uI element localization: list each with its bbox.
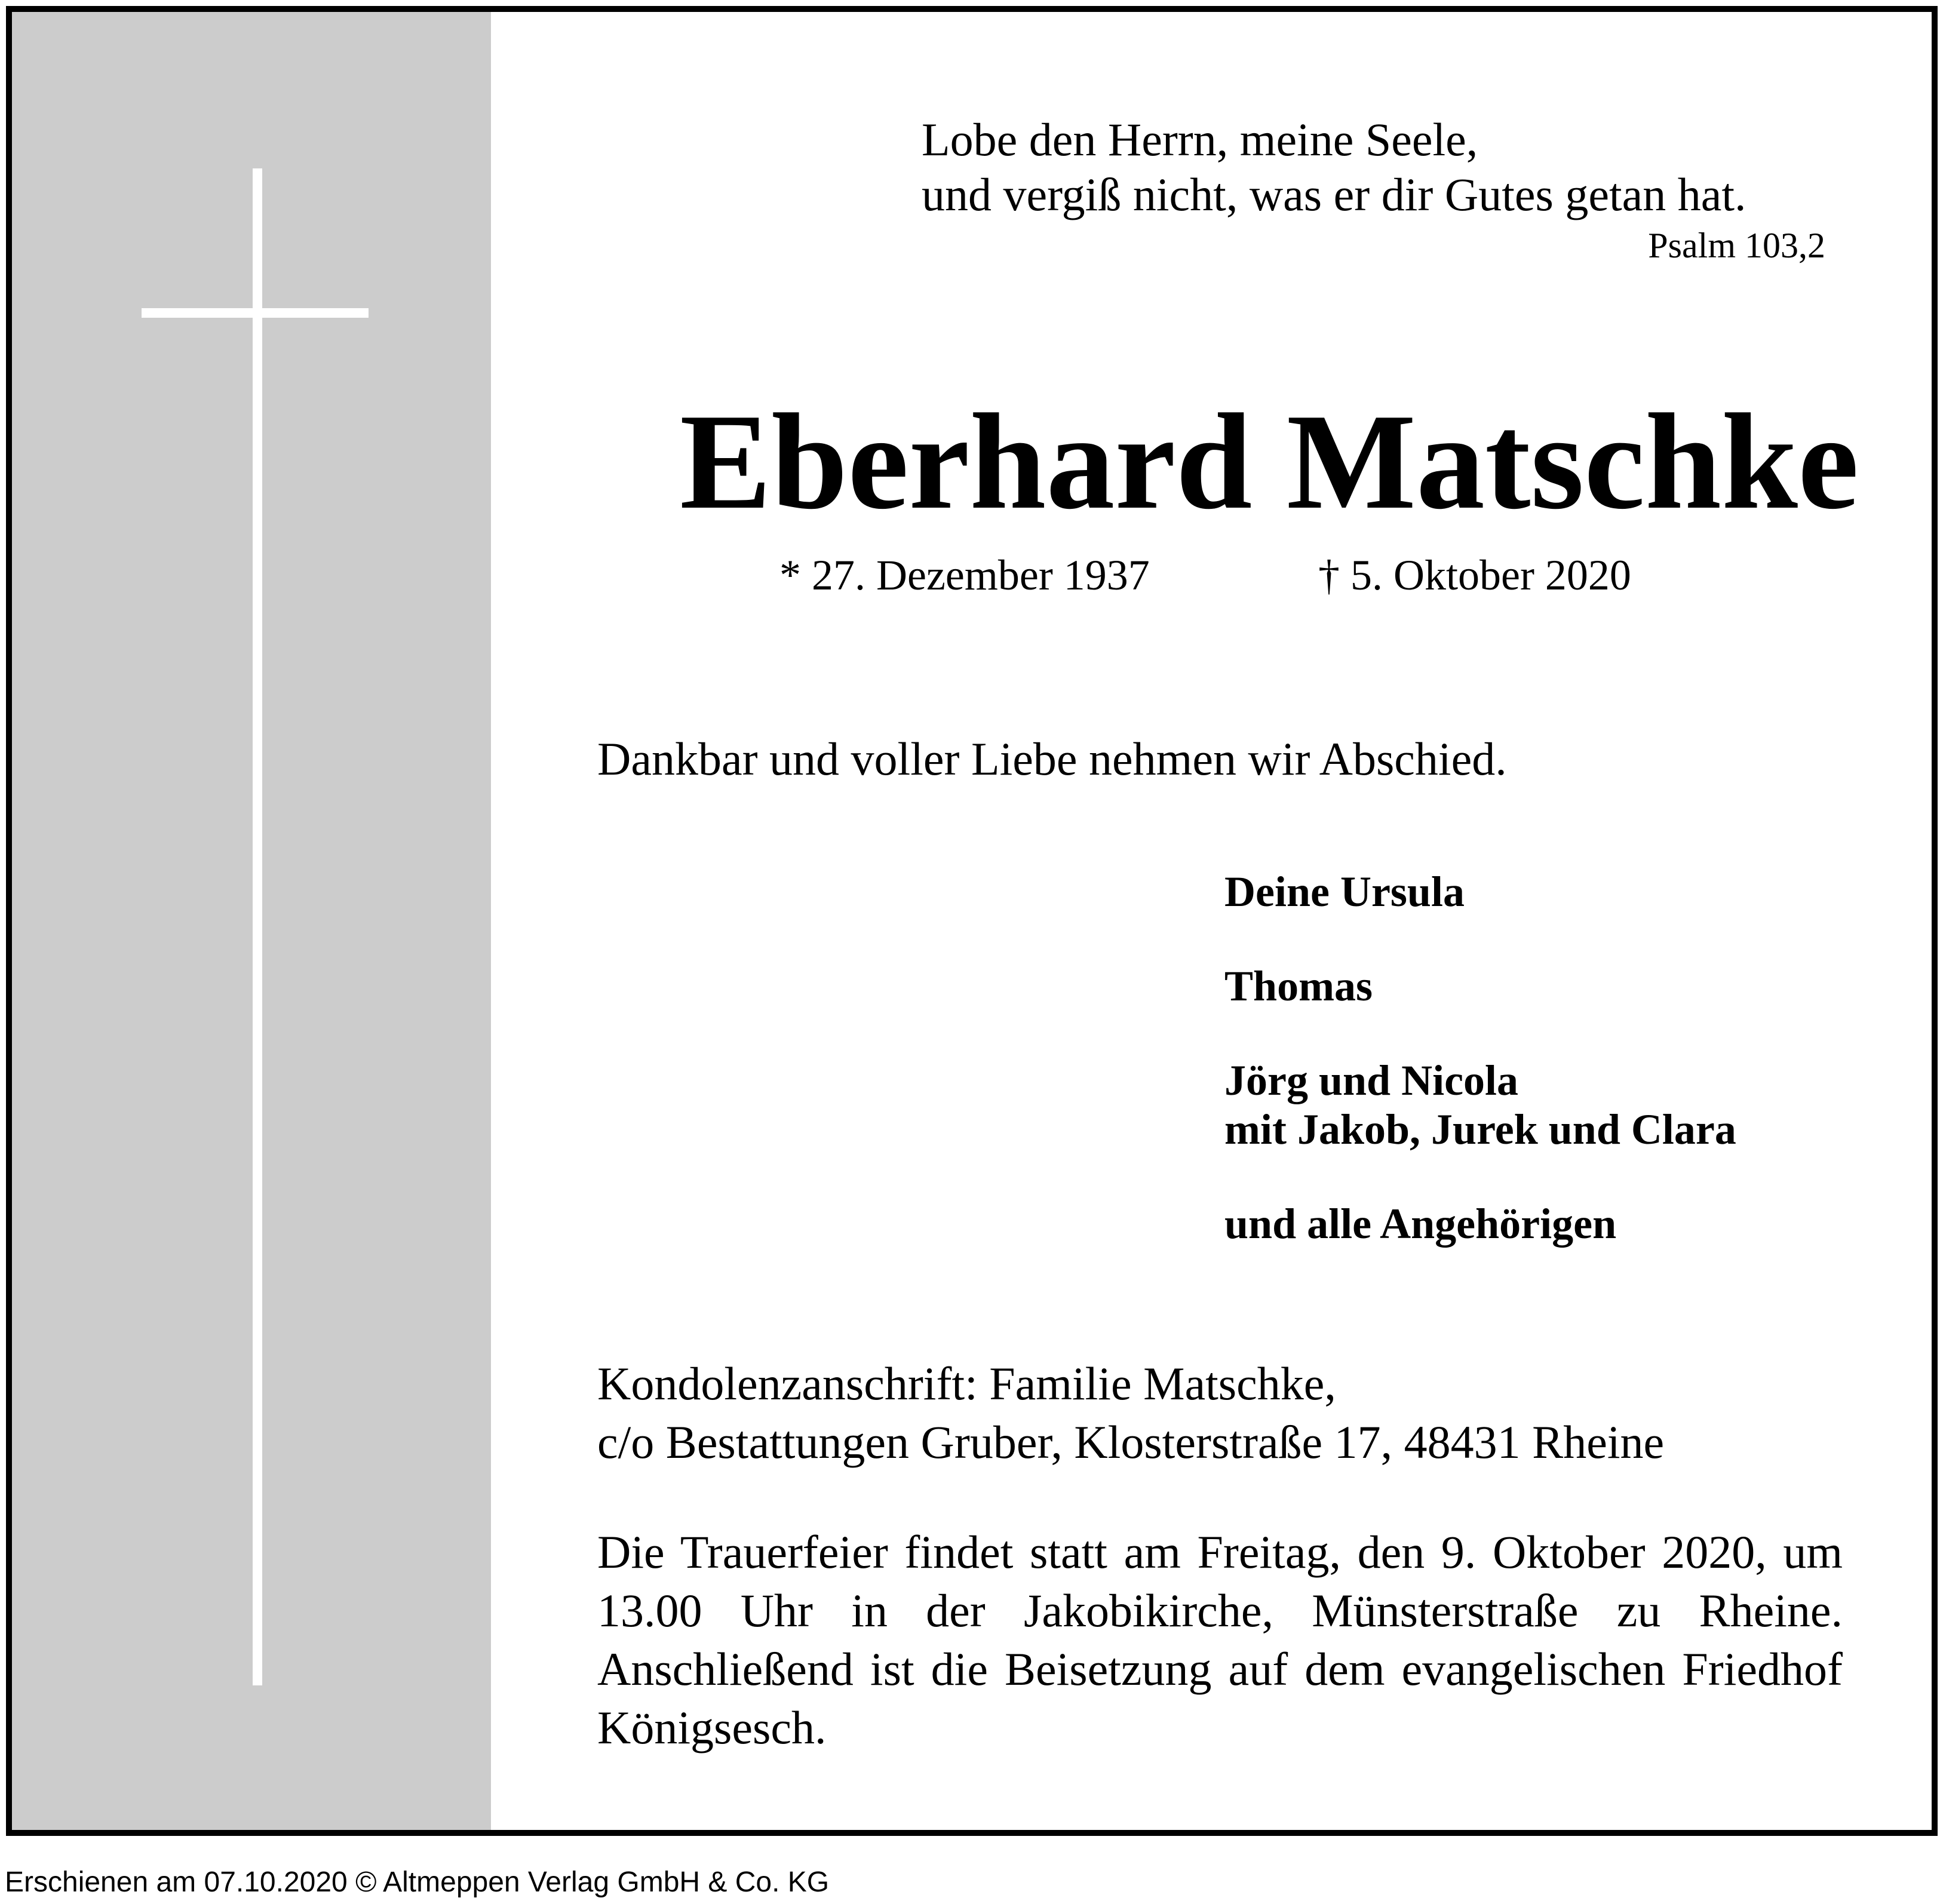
family-line-5: und alle Angehörigen: [1224, 1200, 1617, 1248]
bible-verse: [922, 112, 1746, 222]
birth-date: * 27. Dezember 1937: [779, 551, 1150, 599]
ceremony-info: Die Trauerfeier findet statt am Freitag, den 9. Oktober 2020, um 13.00 Uhr in der Jakobikirche, Münsterstraße zu Rheine. Anschließend ist die Beisetzung auf dem evangelischen Friedhof Königsesch.: [597, 1526, 1843, 1753]
condolence-address: [597, 1355, 1664, 1472]
obituary-notice: [6, 6, 1938, 1836]
verse-line-1: Lobe den Herrn, meine Seele,: [922, 113, 1478, 165]
family-line-2: Thomas: [1224, 962, 1373, 1010]
verse-line-2: und vergiß nicht, was er dir Gutes getan hat.: [922, 168, 1746, 220]
farewell-text: Dankbar und voller Liebe nehmen wir Abschied.: [597, 733, 1507, 785]
publication-footer: Erschienen am 07.10.2020 © Altmeppen Verlag GmbH & Co. KG: [5, 1866, 830, 1898]
cross-icon-bar: [142, 308, 369, 318]
death-date: † 5. Oktober 2020: [1318, 551, 1631, 599]
cross-icon: [253, 168, 262, 1685]
side-panel: [12, 12, 491, 1830]
condolence-line-2: c/o Bestattungen Gruber, Klosterstraße 17, 48431 Rheine: [597, 1416, 1665, 1468]
deceased-name: Eberhard Matschke: [680, 385, 1859, 538]
family-line-1: Deine Ursula: [1224, 868, 1465, 916]
family-line-4: mit Jakob, Jurek und Clara: [1224, 1105, 1736, 1153]
verse-reference: Psalm 103,2: [1648, 226, 1825, 265]
family-line-3: Jörg und Nicola: [1224, 1057, 1519, 1104]
condolence-line-1: Kondolenzanschrift: Familie Matschke,: [597, 1358, 1336, 1409]
